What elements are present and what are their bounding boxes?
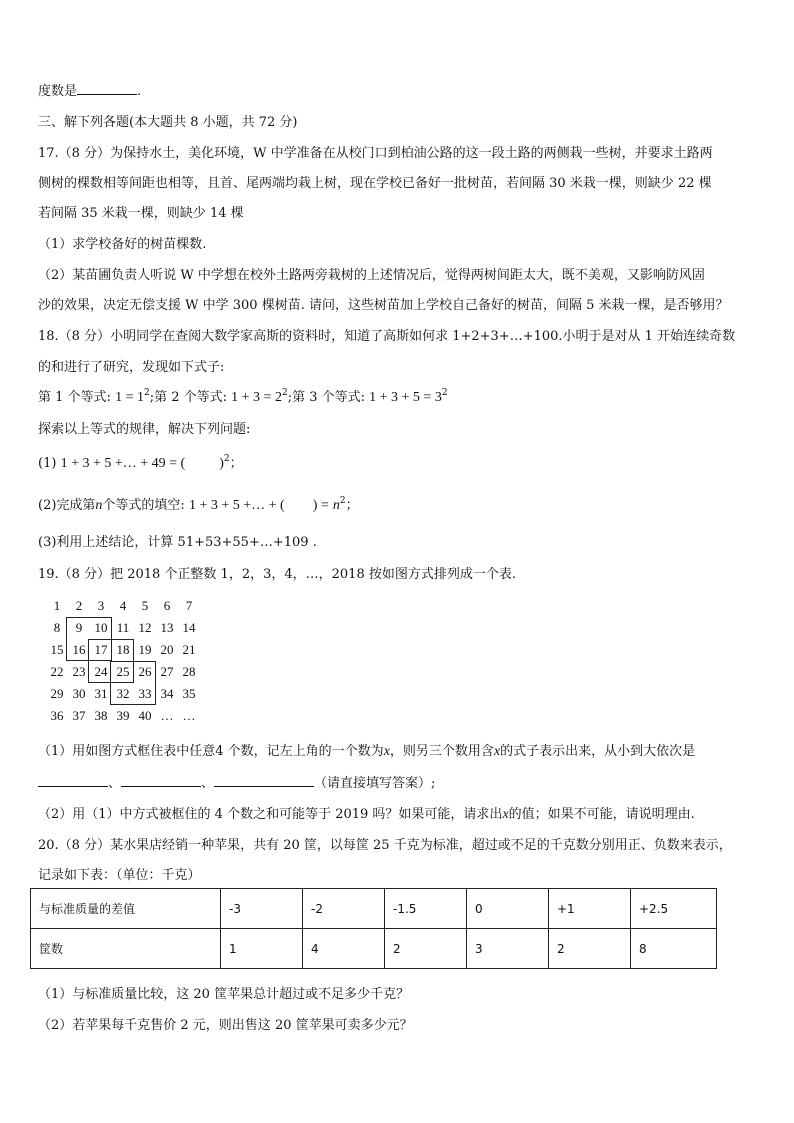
p2-expr: 1 + 3 + 5 +… + (	[188, 498, 285, 513]
p2-exponent: 2	[339, 496, 346, 506]
q19-line1: 19.（8 分）把 2018 个正整数 1，2，3，4，…，2018 按如图方式排列成一个表.	[38, 567, 516, 582]
grid-number: 17	[94, 642, 108, 657]
q17-sub2a: （2）某苗圃负责人听说 W 中学想在校外土路两旁栽树的上述情况后，觉得两树间距太大，既不美观，又影响防风固	[38, 268, 705, 283]
eq2-exponent: 2	[281, 388, 288, 398]
q17-sub1: （1）求学校备好的树苗棵数.	[38, 237, 207, 252]
eq1-expr: 1 = 1	[115, 390, 144, 405]
grid-number: 22	[50, 664, 64, 679]
grid-number: 5	[141, 598, 149, 613]
q18-part2	[38, 494, 359, 514]
grid-number: 28	[182, 664, 196, 679]
grid-number: 14	[182, 620, 196, 635]
grid-number: 2	[75, 598, 83, 613]
blank-sep-2: 、	[201, 776, 215, 791]
grid-number: 8	[53, 620, 61, 635]
answer-blank-3	[214, 774, 314, 787]
q17-sub2b: 沙的效果，决定无偿支援 W 中学 300 棵树苗. 请问，这些树苗加上学校自己备好的树苗，间隔 5 米栽一棵，是否够用？	[38, 298, 729, 313]
table-cell: -1.5	[385, 889, 467, 929]
grid-number: 24	[94, 664, 108, 679]
table-cell: 2	[549, 929, 631, 969]
q19-sub1a	[38, 740, 695, 760]
q19-sub2	[38, 803, 695, 823]
grid-number: 30	[72, 686, 86, 701]
grid-number: 21	[182, 642, 196, 657]
eq1-exponent: 2	[143, 388, 150, 398]
intro-line	[38, 80, 141, 99]
p2-label: (2)完成第	[38, 498, 96, 513]
grid-number: 34	[160, 686, 174, 701]
q18-line1: 18.（8 分）小明同学在查阅大数学家高斯的资料时，知道了高斯如何求 1+2+3+…+100.小明于是对从 1 开始连续奇数	[38, 329, 736, 344]
eq1-label: 第 1 个等式:	[38, 390, 111, 405]
q19-sub1-text-c: 的式子表示出来，从小到大依次是	[500, 744, 696, 759]
table-cell: 2	[385, 929, 467, 969]
section-title: 三、解下列各题(本大题共 8 小题，共 72 分)	[38, 115, 298, 130]
grid-number: 3	[97, 598, 105, 613]
p2-n: n	[95, 498, 103, 513]
p1-label: (1)	[38, 456, 57, 471]
grid-number: 39	[116, 708, 130, 723]
grid-number: 6	[163, 598, 171, 613]
q19-var-x: x	[383, 744, 390, 759]
table-cell: -3	[221, 889, 303, 929]
grid-number: 13	[160, 620, 174, 635]
q19-sub2-text-b: 的值；如果不可能，请说明理由.	[508, 807, 695, 822]
eq3-exponent: 2	[441, 388, 448, 398]
grid-number: 38	[94, 708, 108, 723]
q19-sub1-text-a: （1）用如图方式框住表中任意4 个数，记左上角的一个数为	[38, 744, 384, 759]
q19-sub1-blanks	[38, 772, 435, 791]
p1-exponent: 2	[223, 454, 230, 464]
weight-diff-table	[30, 888, 717, 969]
table-cell: 3	[467, 929, 549, 969]
table-row	[31, 929, 717, 969]
grid-number: 26	[138, 664, 152, 679]
table-cell: 0	[467, 889, 549, 929]
grid-number: 9	[75, 620, 83, 635]
grid-number: 20	[160, 642, 174, 657]
table-header-cell: 与标准质量的差值	[31, 889, 221, 929]
grid-number: 40	[138, 708, 152, 723]
table-cell: 1	[221, 929, 303, 969]
q18-equations	[38, 386, 448, 406]
grid-number: 15	[50, 642, 64, 657]
table-cell: 4	[303, 929, 385, 969]
eq2-sep: ;	[287, 390, 293, 405]
q19-sub1-tail: （请直接填写答案）;	[314, 776, 436, 791]
table-cell: +1	[549, 889, 631, 929]
intro-suffix: .	[137, 84, 142, 99]
eq3-expr: 1 + 3 + 5 = 3	[369, 390, 442, 405]
q18-part1	[38, 452, 243, 472]
grid-number: 37	[72, 708, 86, 723]
grid-number: 32	[116, 686, 130, 701]
q18-part3: (3)利用上述结论，计算 51+53+55+…+109 .	[38, 535, 317, 550]
grid-number: 4	[119, 598, 127, 613]
q19-sub2-text-a: （2）用（1）中方式被框住的 4 个数之和可能等于 2019 吗？如果可能，请求出	[38, 807, 503, 822]
p2-text: 个等式的填空:	[102, 498, 185, 513]
q17-line1: 17.（8 分）为保持水土，美化环境，W 中学准备在从校门口到柏油公路的这一段土路的两侧栽一些树，并要求土路两	[38, 146, 713, 161]
grid-number: 18	[116, 642, 130, 657]
p1-close: )	[219, 456, 224, 471]
grid-number: 11	[116, 620, 130, 635]
grid-number: …	[182, 708, 196, 723]
q18-line2: 的和进行了研究，发现如下式子:	[38, 360, 225, 375]
eq1-sep: ;	[149, 390, 155, 405]
q20-line1: 20.（8 分）某水果店经销一种苹果，共有 20 筐，以每筐 25 千克为标准，超过或不足的千克数分别用正、负数来表示，	[38, 838, 732, 853]
intro-prefix: 度数是	[38, 84, 78, 99]
answer-blank-1	[38, 774, 108, 787]
q19-var-x2: x	[493, 744, 501, 759]
grid-number: 12	[138, 620, 152, 635]
q20-sub2: （2）若苹果每千克售价 2 元，则出售这 20 筐苹果可卖多少元？	[38, 1018, 413, 1033]
grid-number: 19	[138, 642, 152, 657]
q19-sub1-text-b: ，则另三个数用含	[389, 744, 494, 759]
p2-end: ；	[345, 498, 359, 513]
grid-number: 36	[50, 708, 64, 723]
eq3-label: 第 3 个等式:	[292, 390, 365, 405]
blank-sep-1: 、	[108, 776, 122, 791]
q17-line3: 若间隔 35 米栽一棵，则缺少 14 棵	[38, 206, 244, 221]
grid-number: 29	[50, 686, 64, 701]
q18-explore: 探索以上等式的规律，解决下列问题:	[38, 422, 251, 437]
grid-number: 10	[94, 620, 108, 635]
q20-line2: 记录如下表：（单位：千克）	[38, 868, 201, 883]
q19-sub2-var-x: x	[502, 807, 509, 822]
table-cell: 8	[631, 929, 717, 969]
q17-line2: 侧树的棵数相等间距也相等，且首、尾两端均栽上树，现在学校已备好一批树苗，若间隔 30 米栽一棵，则缺少 22 棵	[38, 176, 712, 191]
table-row	[31, 889, 717, 929]
grid-number: 31	[94, 686, 108, 701]
answer-blank	[77, 82, 137, 95]
grid-number: 27	[160, 664, 174, 679]
grid-number: 33	[138, 686, 152, 701]
grid-number: 1	[53, 598, 61, 613]
number-grid	[46, 596, 206, 726]
grid-number: 25	[116, 664, 130, 679]
p1-end: ；	[229, 456, 243, 471]
p2-close: ) =	[312, 498, 329, 513]
grid-number: 16	[72, 642, 86, 657]
answer-blank-2	[121, 774, 201, 787]
eq2-expr: 1 + 3 = 2	[231, 390, 282, 405]
table-cell: -2	[303, 889, 385, 929]
grid-number: 35	[182, 686, 196, 701]
grid-number: 7	[185, 598, 193, 613]
table-header-cell: 筐数	[31, 929, 221, 969]
eq2-label: 第 2 个等式:	[154, 390, 228, 405]
table-cell: +2.5	[631, 889, 717, 929]
p2-n2: n	[332, 498, 340, 513]
p1-expr: 1 + 3 + 5 +… + 49 = (	[60, 456, 186, 471]
q20-sub1: （1）与标准质量比较，这 20 筐苹果总计超过或不足多少千克？	[38, 987, 410, 1002]
grid-number: …	[160, 708, 174, 723]
grid-number: 23	[72, 664, 86, 679]
